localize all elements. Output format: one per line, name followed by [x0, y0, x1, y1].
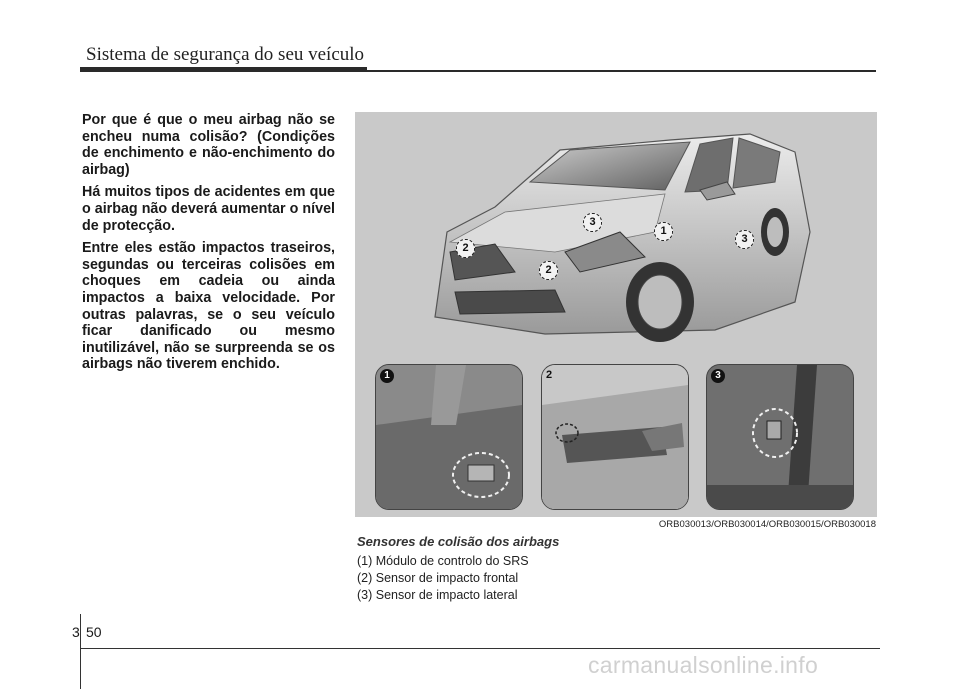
- callout-srs-module: 1: [654, 222, 673, 241]
- figure-reference-code: ORB030013/ORB030014/ORB030015/ORB030018: [658, 519, 876, 530]
- chapter-number: 3: [72, 624, 80, 640]
- inset-3-badge: 3: [711, 369, 725, 383]
- callout-side-sensor-rear: 3: [735, 230, 754, 249]
- header-rule-thin: [367, 70, 876, 72]
- page-number: 50: [86, 624, 102, 640]
- callout-front-sensor-right: 2: [539, 261, 558, 280]
- figure-caption-list: [357, 554, 529, 605]
- inset-side-sensor: [706, 364, 854, 510]
- watermark: carmanualsonline.info: [588, 652, 819, 678]
- paragraph-intro: Há muitos tipos de acidentes em que o airbag não deverá aumentar o nível de protecção.: [82, 184, 335, 234]
- header-rule-thick: [80, 67, 367, 72]
- body-text: [82, 112, 335, 379]
- srs-module-drawing: [376, 365, 522, 509]
- footer-rule: [80, 648, 880, 649]
- inset-front-sensor: [541, 364, 689, 510]
- front-sensor-drawing: [542, 365, 688, 509]
- figure-caption-title: Sensores de colisão dos airbags: [357, 534, 560, 549]
- callout-side-sensor-front: 3: [583, 213, 602, 232]
- inset-2-label: 2: [546, 369, 553, 381]
- caption-item-front-sensor: (2) Sensor de impacto frontal: [357, 571, 519, 585]
- caption-item-side-sensor: (3) Sensor de impacto lateral: [357, 588, 518, 602]
- paragraph-detail: Entre eles estão impactos traseiros, segundas ou terceiras colisões em choques em cadeia ou ainda impactos a baixa velocidade. Por outras palavras, se o seu veículo ficar danificado ou mesmo inutilizável, não se surpreenda se os airbags não tiverem enchido.: [82, 240, 335, 373]
- airbag-sensor-figure: [355, 112, 877, 517]
- callout-front-sensor-left: 2: [456, 239, 475, 258]
- car-illustration: [355, 112, 877, 362]
- paragraph-question: Por que é que o meu airbag não se encheu numa colisão? (Condições de enchimento e não-enchimento do airbag): [82, 112, 335, 178]
- footer-vertical-rule: [80, 614, 81, 689]
- inset-1-badge: 1: [380, 369, 394, 383]
- caption-item-srs-module: (1) Módulo de controlo do SRS: [357, 554, 529, 568]
- side-sensor-drawing: [707, 365, 853, 509]
- inset-srs-module: [375, 364, 523, 510]
- page-header-title: Sistema de segurança do seu veículo: [86, 44, 365, 65]
